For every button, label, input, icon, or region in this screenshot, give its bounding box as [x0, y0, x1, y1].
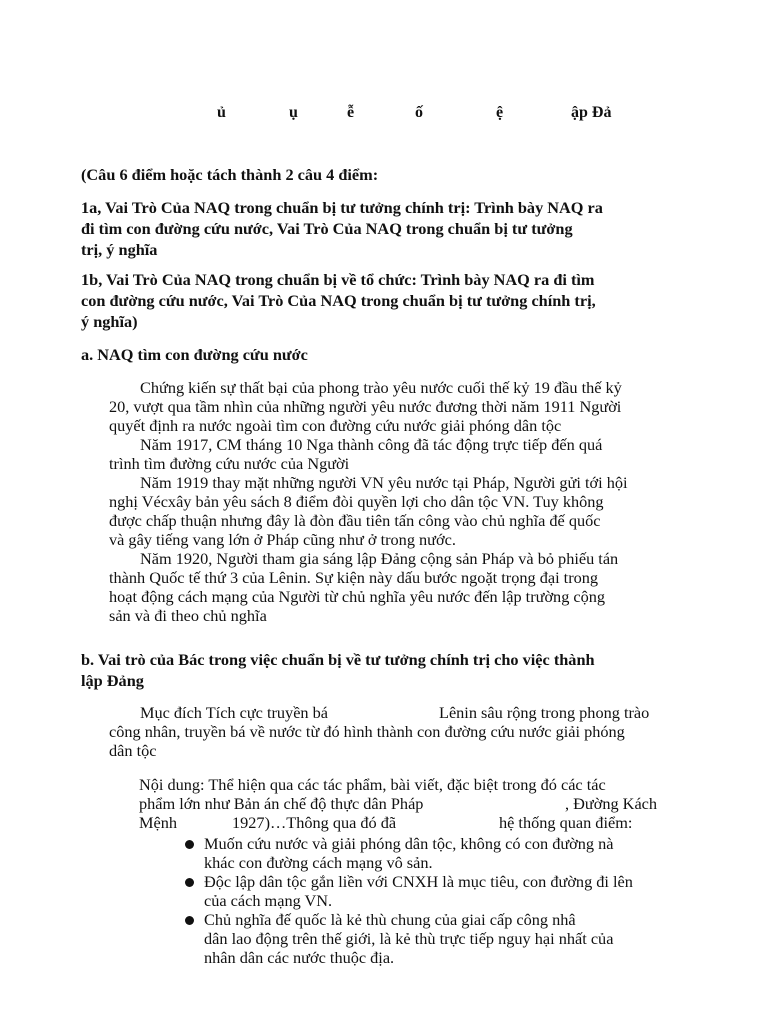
bullet-dot — [185, 840, 194, 849]
purpose-paragraph — [109, 703, 679, 760]
paragraph-line: sản và đi theo chủ nghĩa — [109, 606, 267, 625]
title-fragment: ệ — [496, 104, 504, 121]
paragraph-fragment: , Đường Kách — [565, 794, 658, 813]
bullet-line: khác con đường cách mạng vô sản. — [204, 853, 433, 872]
paragraph-line: được chấp thuận nhưng đây là đòn đầu tiên tấn công vào chủ nghĩa đế quốc — [109, 511, 601, 530]
paragraph-line: hoạt động cách mạng của Người từ chủ nghĩa yêu nước đến lập trường cộng — [109, 587, 606, 606]
paragraph-line: nghị Vécxây bản yêu sách 8 điểm đòi quyền lợi cho dân tộc VN. Tuy không — [109, 492, 604, 511]
question-1b-line: con đường cứu nước, Vai Trò Của NAQ trong chuẩn bị tư tưởng chính trị, — [81, 291, 596, 310]
content-paragraph — [139, 775, 679, 832]
paragraph-line: Năm 1920, Người tham gia sáng lập Đảng cộng sản Pháp và bỏ phiếu tán — [140, 549, 619, 568]
bullet-line: Chủ nghĩa đế quốc là kẻ thù chung của giai cấp công nhâ — [204, 910, 576, 929]
question-1b-line: 1b, Vai Trò Của NAQ trong chuẩn bị về tổ chức: Trình bày NAQ ra đi tìm — [81, 270, 595, 289]
paragraph-line: thành Quốc tế thứ 3 của Lênin. Sự kiện này dấu bước ngoặt trọng đại trong — [109, 568, 599, 587]
paragraph-line: Năm 1919 thay mặt những người VN yêu nước tại Pháp, Người gửi tới hội — [140, 473, 628, 492]
question-1b — [81, 269, 596, 332]
title-fragment: ụ — [289, 104, 298, 121]
paragraph-line: công nhân, truyền bá về nước từ đó hình thành con đường cứu nước giải phóng — [109, 722, 625, 741]
purpose-text: Lênin sâu rộng trong phong trào — [439, 703, 650, 722]
question-note: (Câu 6 điểm hoặc tách thành 2 câu 4 điểm: — [81, 165, 379, 184]
question-1b-line: ý nghĩa) — [81, 312, 138, 331]
paragraph-line: Nội dung: Thể hiện qua các tác phẩm, bài viết, đặc biệt trong đó các tác — [139, 775, 606, 794]
question-1a — [81, 197, 603, 260]
bullet-line: Độc lập dân tộc gắn liền với CNXH là mục tiêu, con đường đi lên — [204, 872, 633, 891]
section-b-heading-line: b. Vai trò của Bác trong việc chuẩn bị về tư tưởng chính trị cho việc thành — [81, 650, 595, 669]
purpose-label: Mục đích Tích cực truyền bá — [140, 703, 329, 722]
paragraph-fragment: phẩm lớn như Bản án chế độ thực dân Pháp — [139, 794, 424, 813]
bullet-item — [204, 834, 614, 872]
paragraph-line: trình tìm đường cứu nước của Người — [109, 454, 350, 473]
paragraph-fragment: Mệnh — [139, 813, 177, 832]
title-fragment: ủ — [217, 104, 226, 121]
question-1a-line: 1a, Vai Trò Của NAQ trong chuẩn bị tư tưởng chính trị: Trình bày NAQ ra — [81, 198, 603, 217]
section-b-heading-line: lập Đảng — [81, 671, 144, 690]
title-fragment: ễ — [347, 104, 355, 121]
bullet-item — [204, 872, 633, 910]
section-a-body — [109, 378, 628, 625]
bullet-line: của cách mạng VN. — [204, 891, 333, 910]
paragraph-fragment: hệ thống quan điểm: — [499, 813, 633, 832]
paragraph-line: 20, vượt qua tầm nhìn của những người yêu nước đương thời năm 1911 Người — [109, 397, 622, 416]
title-fragment: ố — [415, 104, 423, 121]
question-1a-line: trị, ý nghĩa — [81, 240, 158, 259]
bullet-line: nhân dân các nước thuộc địa. — [204, 948, 395, 967]
bullet-item — [204, 910, 613, 967]
paragraph-line: dân tộc — [109, 741, 157, 760]
paragraph-line: quyết định ra nước ngoài tìm con đường cứu nước giải phóng dân tộc — [109, 416, 562, 435]
section-b-heading — [81, 649, 595, 691]
bullet-line: Muốn cứu nước và giải phóng dân tộc, không có con đường nà — [204, 834, 614, 853]
question-1a-line: đi tìm con đường cứu nước, Vai Trò Của NAQ trong chuẩn bị tư tưởng — [81, 219, 573, 238]
bullet-dot — [185, 916, 194, 925]
bullet-line: dân lao động trên thế giới, là kẻ thù trực tiếp nguy hại nhất của — [204, 929, 614, 948]
paragraph-fragment: 1927)…Thông qua đó đã — [232, 813, 397, 832]
title-fragment: ập Đả — [571, 104, 612, 121]
paragraph-line: Chứng kiến sự thất bại của phong trào yêu nước cuối thế kỷ 19 đầu thế kỷ — [140, 378, 622, 397]
bullet-dot — [185, 878, 194, 887]
section-a-heading: a. NAQ tìm con đường cứu nước — [81, 345, 308, 364]
paragraph-line: Năm 1917, CM tháng 10 Nga thành công đã tác động trực tiếp đến quá — [140, 435, 603, 454]
paragraph-line: và gây tiếng vang lớn ở Pháp cũng như ở trong nước. — [109, 530, 456, 549]
